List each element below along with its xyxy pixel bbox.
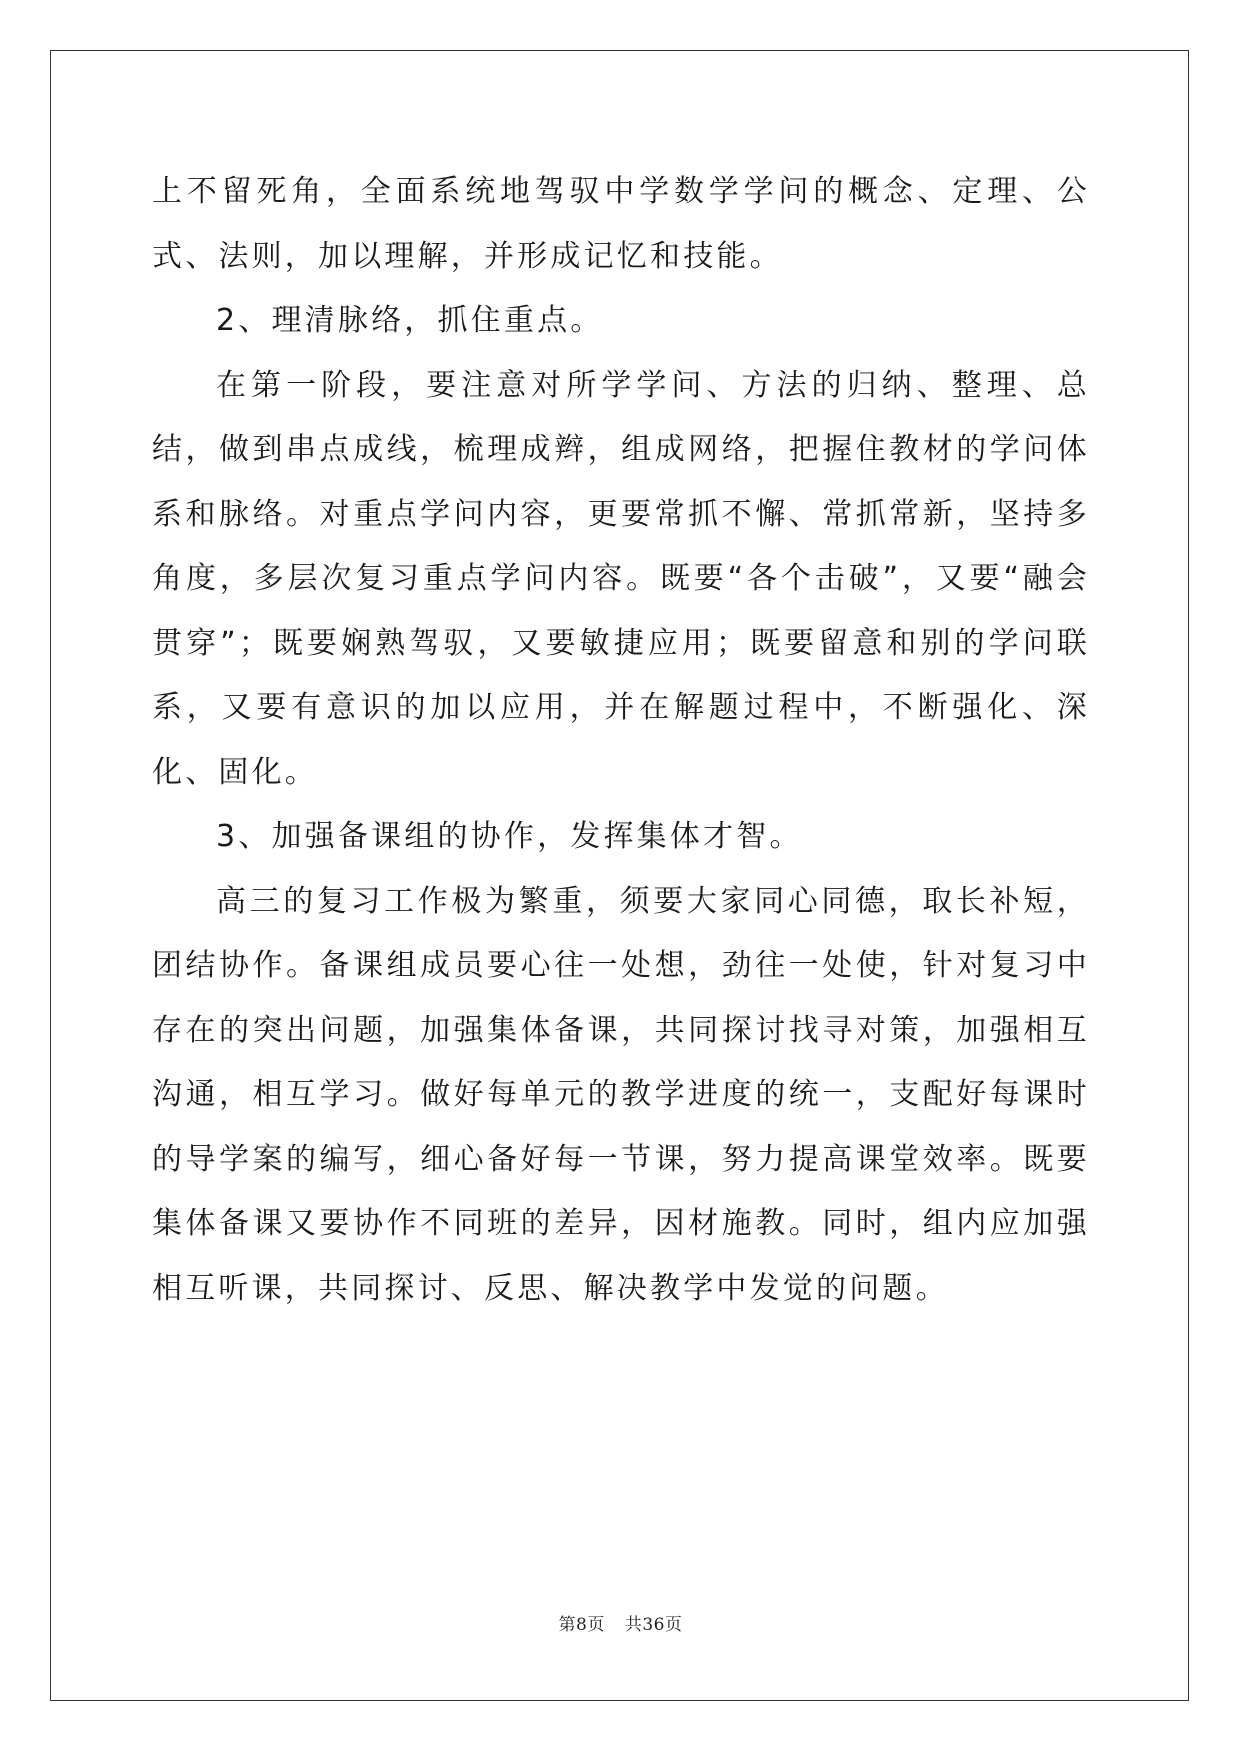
document-body	[152, 160, 1090, 1321]
section-heading-2: 2、理清脉络，抓住重点。	[216, 303, 604, 338]
page-footer	[0, 1610, 1241, 1635]
paragraph-collaboration: 高三的复习工作极为繁重，须要大家同心同德，取长补短，团结协作。备课组成员要心往一处想，劲往一处使，针对复习中存在的突出问题，加强集体备课，共同探讨找寻对策，加强相互沟通，相互学习。做好每单元的教学进度的统一，支配好每课时的导学案的编写，细心备好每一节课，努力提高课堂效率。既要集体备课又要协作不同班的差异，因材施教。同时，组内应加强相互听课，共同探讨、反思、解决教学中发觉的问题。	[152, 883, 1090, 1306]
page-number-current: 第8页	[558, 1615, 605, 1635]
paragraph-review-method: 在第一阶段，要注意对所学学问、方法的归纳、整理、总结，做到串点成线，梳理成辫，组成网络，把握住教材的学问体系和脉络。对重点学问内容，更要常抓不懈、常抓常新，坚持多角度，多层次复习重点学问内容。既要“各个击破”，又要“融会贯穿”；既要娴熟驾驭，又要敏捷应用；既要留意和别的学问联系，又要有意识的加以应用，并在解题过程中，不断强化、深化、固化。	[152, 367, 1090, 790]
section-heading-3: 3、加强备课组的协作，发挥集体才智。	[216, 819, 803, 854]
paragraph-continuation: 上不留死角，全面系统地驾驭中学数学学问的概念、定理、公式、法则，加以理解，并形成记忆和技能。	[152, 174, 1090, 274]
page-number-total: 共36页	[624, 1615, 683, 1635]
